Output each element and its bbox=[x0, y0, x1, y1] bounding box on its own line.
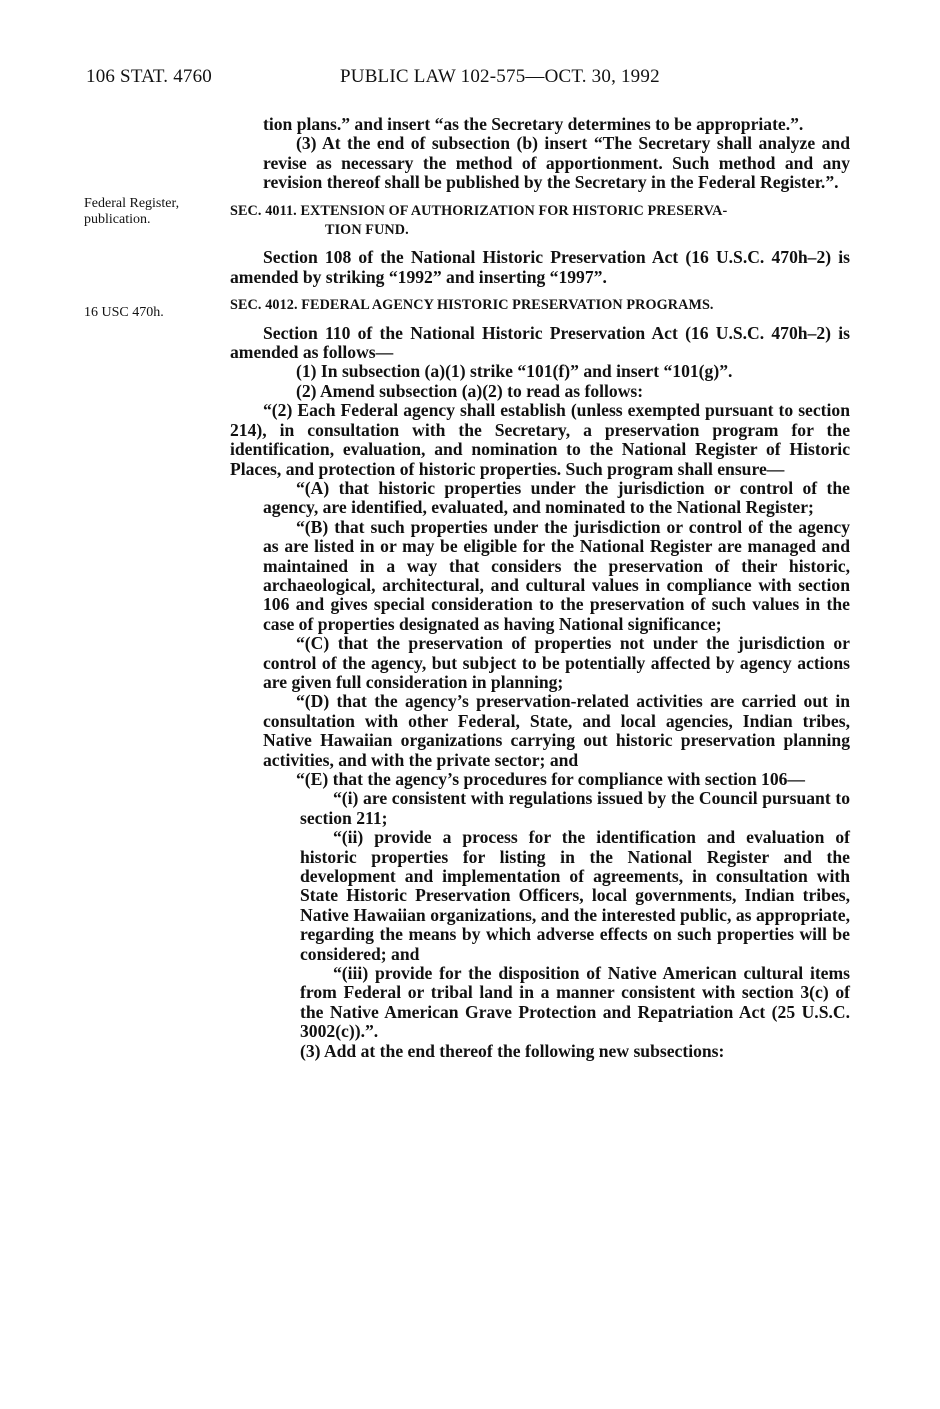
clause-b: “(B) that such properties under the jurisdiction or control of the agency as are listed in or may be eligible for the National Register are managed and maintained in a way that considers the preservation of their historic, archaeological, architectural, and cultural values in compliance with section 106 and gives special consideration to the preservation of such values in the case of properties designated as having National significance; bbox=[263, 516, 850, 634]
page-number: 106 STAT. 4760 bbox=[86, 66, 213, 87]
body-text bbox=[230, 115, 850, 1061]
clause-c: “(C) that the preservation of properties not under the jurisdiction or control of the agency, but subject to be potentially affected by agency actions are given full consideration in planning; bbox=[263, 633, 850, 692]
section-4012-heading: SEC. 4012. FEDERAL AGENCY HISTORIC PRESERVATION PROGRAMS. bbox=[230, 297, 714, 314]
clause-d: “(D) that the agency’s preservation-related activities are carried out in consultation with other Federal, State, and local agencies, Indian tribes, Native Hawaiian organizations carrying out historic preservation planning activities, and with the private sector; and bbox=[263, 691, 850, 770]
section-4011-heading bbox=[230, 202, 850, 241]
law-title: PUBLIC LAW 102-575—OCT. 30, 1992 bbox=[340, 66, 660, 87]
paragraph: “(2) Each Federal agency shall establish (unless exempted pursuant to section 214), in consultation with the Secretary, a preservation program for the identification, evaluation, and nomination to the National Register of Historic Places, and protection of historic properties. Such program shall ensure— bbox=[230, 400, 850, 479]
paragraph: (2) Amend subsection (a)(2) to read as follows: bbox=[296, 380, 644, 401]
paragraph: Section 110 of the National Historic Preservation Act (16 U.S.C. 470h–2) is amended as follows— bbox=[230, 322, 850, 363]
margin-note-federal-register: Federal Register, publication. bbox=[84, 196, 180, 227]
paragraph: tion plans.” and insert “as the Secretary determines to be appropriate.”. bbox=[263, 114, 804, 134]
subclause-i: “(i) are consistent with regulations issued by the Council pursuant to section 211; bbox=[300, 788, 850, 828]
clause-a: “(A) that historic properties under the jurisdiction or control of the agency, are identified, evaluated, and nominated to the National Register; bbox=[263, 477, 850, 518]
paragraph: Section 108 of the National Historic Preservation Act (16 U.S.C. 470h–2) is amended by striking “1992” and inserting “1997”. bbox=[230, 247, 850, 287]
margin-note-usc: 16 USC 470h. bbox=[84, 305, 164, 320]
subclause-iii: “(iii) provide for the disposition of Native American cultural items from Federal or tribal land in a manner consistent with section 3(c) of the Native American Grave Protection and Repatriation Act (25 U.S.C. 3002(c)).”. bbox=[300, 963, 850, 1042]
paragraph bbox=[230, 134, 850, 192]
clause-e: “(E) that the agency’s procedures for compliance with section 106— bbox=[296, 769, 806, 789]
section-title: SEC. 4011. EXTENSION OF AUTHORIZATION FOR HISTORIC PRESERVA- bbox=[230, 202, 728, 219]
subclause-ii: “(ii) provide a process for the identification and evaluation of historic properties for listing in the National Register and the development and implementation of agreements, in consultation with State Historic Preservation Officers, local governments, Indian tribes, Native Hawaiian organizations, and the interested public, as appropriate, regarding the means by which adverse effects on such properties will be considered; and bbox=[300, 827, 850, 964]
paragraph-text: (3) At the end of subsection (b) insert “The Secretary shall analyze and revise as necessary the method of apportionment. Such method and any revision thereof shall be published by the Secretary in the Federal Register.”. bbox=[263, 133, 850, 193]
page-header bbox=[86, 66, 846, 94]
paragraph: (3) Add at the end thereof the following new subsections: bbox=[300, 1040, 725, 1061]
paragraph: (1) In subsection (a)(1) strike “101(f)” and insert “101(g)”. bbox=[296, 361, 733, 382]
section-title-cont: TION FUND. bbox=[325, 222, 409, 239]
